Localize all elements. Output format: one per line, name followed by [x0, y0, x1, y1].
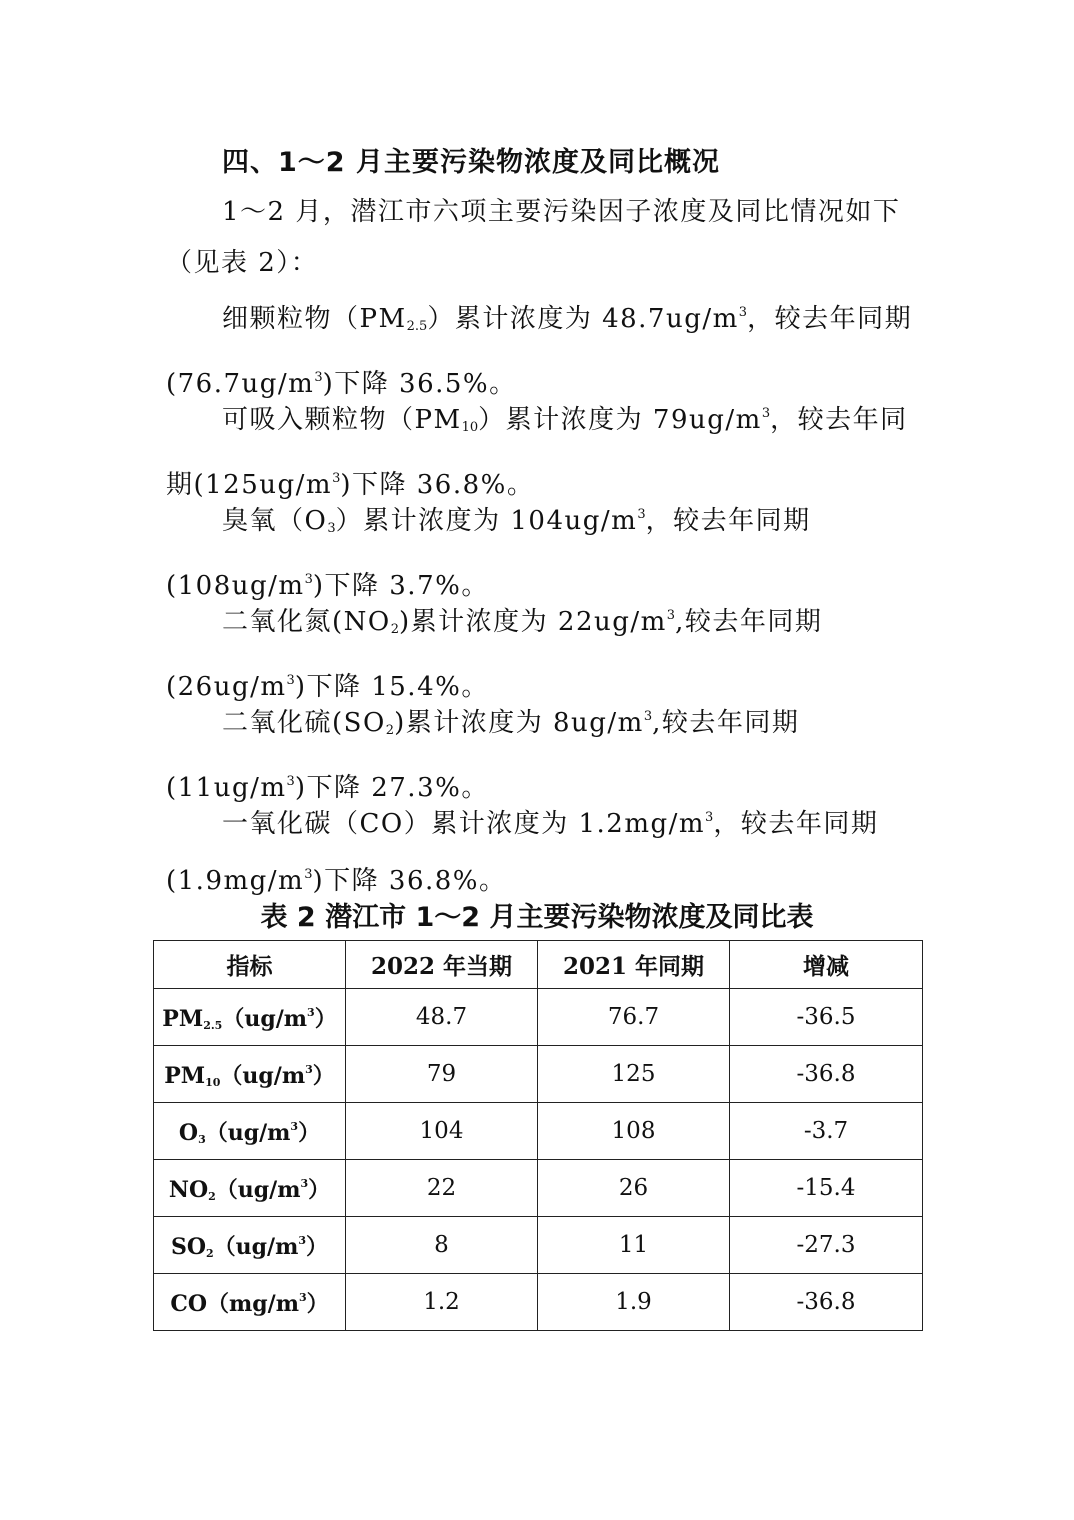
previous-cell: 125 [538, 1046, 730, 1103]
change-cell: -15.4 [730, 1160, 923, 1217]
pm10-paragraph: 可吸入颗粒物$(PM_{10})$累计浓度为 $79ug/m^3$，较去年同期$(125ug/m^3)$下降 36.8%。 [166, 405, 908, 500]
table-row [154, 989, 923, 1046]
no2-paragraph: 二氧化氮$(NO_2)$累计浓度为 $22ug/m^3$,较去年同期$(26ug/m^3)$下降 15.4%。 [166, 607, 823, 702]
pm25-paragraph: 细颗粒物$(PM_{2.5})$累计浓度为 $48.7ug/m^3$，较去年同期$(76.7ug/m^3)$下降 36.5%。 [166, 304, 913, 399]
current-cell: 22 [346, 1160, 538, 1217]
current-cell: 8 [346, 1217, 538, 1274]
indicator-cell: $CO(mg/m^3)$ [154, 1274, 346, 1331]
section-heading: 四、1～2 月主要污染物浓度及同比概况 [222, 147, 720, 178]
co-paragraph: 一氧化碳（CO）累计浓度为 $1.2mg/m^3$，较去年同期$(1.9mg/m^3)$下降 36.8%。 [166, 809, 879, 896]
pollutant-table [153, 940, 923, 1331]
indicator-cell: $PM_{10}(ug/m^3)$ [154, 1046, 346, 1103]
current-cell: 1.2 [346, 1274, 538, 1331]
previous-cell: 11 [538, 1217, 730, 1274]
indicator-cell: $PM_{2.5}(ug/m^3)$ [154, 989, 346, 1046]
table-row [154, 1046, 923, 1103]
indicator-cell: $O_3(ug/m^3)$ [154, 1103, 346, 1160]
table-title: 表 2 潜江市 1～2 月主要污染物浓度及同比表 [260, 902, 814, 933]
current-cell: 48.7 [346, 989, 538, 1046]
table-row [154, 1274, 923, 1331]
header-indicator: 指标 [154, 941, 346, 989]
table-row [154, 1103, 923, 1160]
change-cell: -36.8 [730, 1274, 923, 1331]
o3-paragraph: 臭氧$(O_3)$累计浓度为 $104ug/m^3$，较去年同期$(108ug/m^3)$下降 3.7%。 [166, 506, 811, 601]
table-row [154, 1160, 923, 1217]
current-cell: 104 [346, 1103, 538, 1160]
so2-paragraph: 二氧化硫$(SO_2)$累计浓度为 $8ug/m^3$,较去年同期$(11ug/m^3)$下降 27.3%。 [166, 708, 800, 803]
indicator-cell: $SO_2(ug/m^3)$ [154, 1217, 346, 1274]
previous-cell: 108 [538, 1103, 730, 1160]
header-change: 增减 [730, 941, 923, 989]
change-cell: -27.3 [730, 1217, 923, 1274]
change-cell: -36.5 [730, 989, 923, 1046]
intro-paragraph: 1～2 月，潜江市六项主要污染因子浓度及同比情况如下（见表 2）： [166, 197, 901, 278]
header-current: 2022 年当期 [346, 941, 538, 989]
previous-cell: 1.9 [538, 1274, 730, 1331]
change-cell: -36.8 [730, 1046, 923, 1103]
indicator-cell: $NO_2(ug/m^3)$ [154, 1160, 346, 1217]
previous-cell: 26 [538, 1160, 730, 1217]
table-header-row [154, 941, 923, 989]
previous-cell: 76.7 [538, 989, 730, 1046]
table-row [154, 1217, 923, 1274]
header-previous: 2021 年同期 [538, 941, 730, 989]
change-cell: -3.7 [730, 1103, 923, 1160]
current-cell: 79 [346, 1046, 538, 1103]
